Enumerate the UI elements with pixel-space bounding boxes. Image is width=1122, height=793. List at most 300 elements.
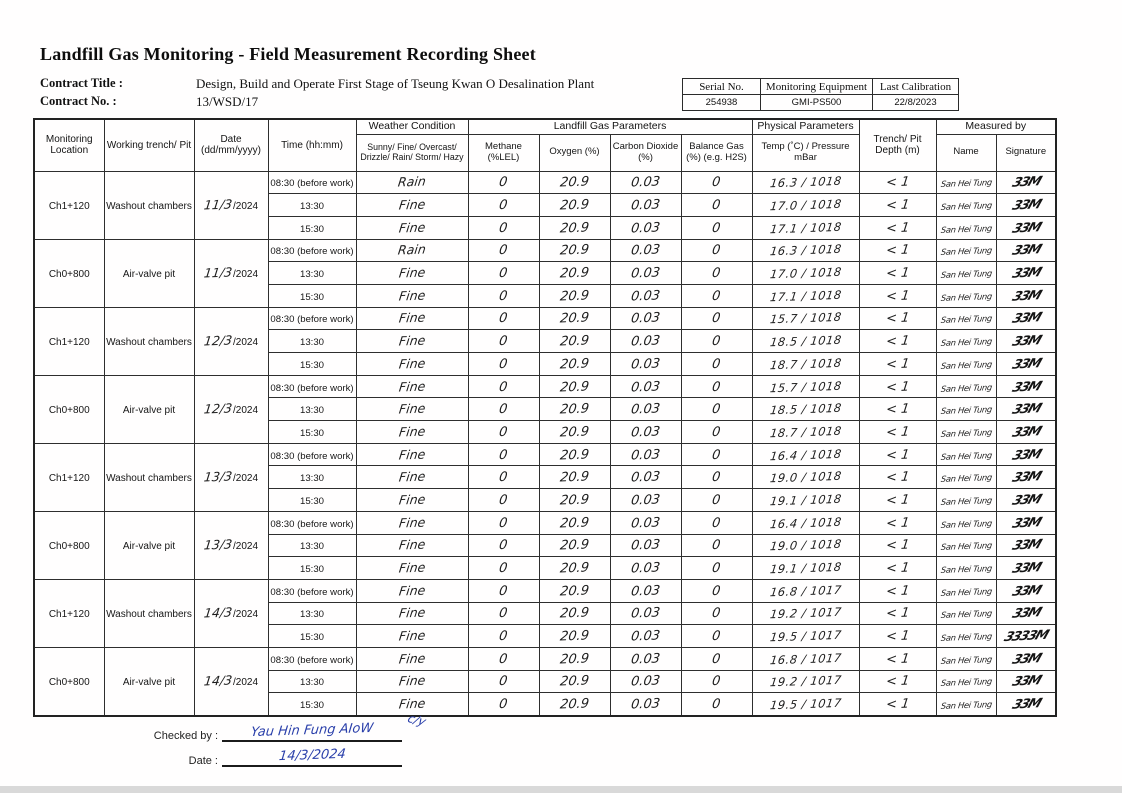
cell-date-year-text: /2024 — [233, 473, 259, 485]
cell-time-text: 13:30 — [299, 609, 324, 621]
cell-signature — [996, 534, 1056, 557]
cell-depth — [859, 489, 936, 512]
contract-title-row — [40, 76, 670, 92]
header-carbon-dioxide: Carbon Dioxide (%) — [610, 134, 681, 171]
cell-signature-text: 33M — [1009, 560, 1042, 577]
cell-time-text: 15:30 — [299, 359, 324, 371]
cell-weather-text: Fine — [398, 650, 427, 667]
cell-date — [194, 375, 268, 443]
cell-signature — [996, 353, 1056, 376]
cell-signature-text: 33M — [1009, 605, 1042, 623]
cell-methane — [468, 625, 539, 648]
cell-working-trench-text: Air-valve pit — [122, 269, 176, 281]
cell-carbon-dioxide — [610, 579, 681, 602]
cell-weather — [356, 421, 468, 444]
cell-methane — [468, 284, 539, 307]
cell-date-text: 11/3 — [203, 196, 234, 213]
equip-header-serial: Serial No. — [683, 79, 761, 95]
cell-time-text: 08:30 (before work) — [270, 382, 354, 394]
cell-balance-gas — [681, 693, 752, 716]
cell-time — [268, 557, 356, 580]
measurement-row — [34, 511, 1056, 534]
cell-monitoring-location — [34, 579, 104, 647]
cell-balance-gas-text: 0 — [711, 470, 722, 486]
cell-time — [268, 602, 356, 625]
cell-signature-text: 3333M — [1001, 628, 1050, 646]
cell-balance-gas — [681, 330, 752, 353]
cell-name — [936, 693, 996, 716]
cell-weather-text: Fine — [398, 536, 427, 553]
cell-working-trench — [104, 307, 194, 375]
cell-time — [268, 284, 356, 307]
cell-time-text: 15:30 — [299, 223, 324, 235]
cell-signature — [996, 557, 1056, 580]
cell-oxygen-text: 20.9 — [559, 356, 590, 373]
cell-methane — [468, 489, 539, 512]
cell-depth-text: < 1 — [884, 424, 911, 441]
cell-weather-text: Fine — [398, 423, 427, 440]
cell-name — [936, 239, 996, 262]
header-name: Name — [936, 134, 996, 171]
cell-methane-text: 0 — [498, 470, 509, 486]
cell-name-text: San Hei Tung — [939, 290, 993, 303]
cell-date — [194, 171, 268, 239]
cell-weather — [356, 375, 468, 398]
cell-depth-text: < 1 — [884, 605, 911, 622]
cell-signature — [996, 421, 1056, 444]
cell-name — [936, 579, 996, 602]
cell-carbon-dioxide — [610, 602, 681, 625]
cell-oxygen-text: 20.9 — [559, 424, 590, 441]
cell-methane-text: 0 — [498, 333, 509, 350]
cell-methane — [468, 375, 539, 398]
cell-oxygen-text: 20.9 — [559, 515, 590, 532]
cell-weather — [356, 194, 468, 217]
cell-weather — [356, 262, 468, 285]
cell-carbon-dioxide-text: 0.03 — [630, 469, 661, 486]
cell-methane — [468, 307, 539, 330]
cell-working-trench-text: Air-valve pit — [122, 541, 176, 553]
cell-date — [194, 647, 268, 715]
cell-date-text: 14/3 — [203, 604, 234, 621]
cell-monitoring-location-text: Ch1+120 — [48, 473, 90, 485]
cell-temp-pressure — [752, 284, 859, 307]
contract-no-value: 13/WSD/17 — [196, 94, 259, 109]
cell-working-trench-text: Air-valve pit — [122, 677, 176, 689]
cell-time — [268, 216, 356, 239]
cell-signature-text: 33M — [1009, 696, 1042, 713]
cell-oxygen — [539, 284, 610, 307]
cell-date-year-text: /2024 — [233, 337, 259, 349]
cell-working-trench-text: Air-valve pit — [122, 405, 176, 417]
cell-weather-text: Fine — [398, 400, 427, 417]
cell-signature — [996, 262, 1056, 285]
cell-temp-pressure-text: 19.2 / 1017 — [768, 605, 843, 622]
cell-methane — [468, 353, 539, 376]
checked-by-label: Checked by : — [153, 730, 218, 742]
cell-methane-text: 0 — [498, 220, 509, 236]
cell-weather — [356, 511, 468, 534]
equip-equipment-value: GMI-PS500 — [761, 95, 873, 111]
cell-name — [936, 489, 996, 512]
checked-date-label: Date : — [188, 755, 218, 767]
cell-balance-gas — [681, 466, 752, 489]
cell-working-trench-text: Washout chambers — [106, 609, 192, 621]
cell-balance-gas — [681, 284, 752, 307]
cell-oxygen — [539, 489, 610, 512]
cell-name — [936, 262, 996, 285]
cell-time-text: 13:30 — [299, 201, 324, 213]
cell-methane-text: 0 — [498, 560, 509, 577]
cell-time-text: 15:30 — [299, 291, 324, 303]
cell-time — [268, 194, 356, 217]
cell-balance-gas-text: 0 — [711, 311, 722, 327]
cell-signature-text: 33M — [1009, 333, 1042, 350]
cell-weather-text: Rain — [397, 173, 427, 190]
cell-carbon-dioxide-text: 0.03 — [630, 242, 661, 259]
cell-time-text: 13:30 — [299, 269, 324, 281]
cell-temp-pressure — [752, 398, 859, 421]
cell-carbon-dioxide — [610, 375, 681, 398]
cell-temp-pressure-text: 18.5 / 1018 — [768, 332, 843, 350]
cell-carbon-dioxide-text: 0.03 — [630, 515, 661, 532]
header-trench-pit-depth: Trench/ Pit Depth (m) — [859, 119, 936, 171]
cell-working-trench-text: Washout chambers — [106, 337, 192, 349]
cell-methane — [468, 647, 539, 670]
cell-weather — [356, 171, 468, 194]
measurement-row — [34, 443, 1056, 466]
cell-temp-pressure-text: 16.3 / 1018 — [768, 174, 843, 191]
cell-weather-text: Fine — [398, 219, 427, 236]
header-weather-types: Sunny/ Fine/ Overcast/ Drizzle/ Rain/ Storm/ Hazy — [356, 134, 468, 171]
cell-carbon-dioxide-text: 0.03 — [630, 628, 661, 645]
cell-oxygen-text: 20.9 — [559, 174, 590, 191]
cell-date — [194, 579, 268, 647]
cell-depth — [859, 398, 936, 421]
cell-temp-pressure-text: 18.7 / 1018 — [768, 423, 843, 441]
cell-signature — [996, 216, 1056, 239]
cell-carbon-dioxide-text: 0.03 — [630, 356, 661, 373]
cell-oxygen-text: 20.9 — [559, 605, 590, 622]
measurement-rows — [34, 171, 1056, 716]
cell-oxygen — [539, 466, 610, 489]
header-measured-by: Measured by — [936, 119, 1056, 134]
cell-oxygen-text: 20.9 — [559, 583, 590, 600]
cell-methane-text: 0 — [498, 492, 509, 509]
cell-carbon-dioxide — [610, 239, 681, 262]
cell-balance-gas — [681, 239, 752, 262]
cell-oxygen-text: 20.9 — [559, 401, 590, 418]
cell-balance-gas-text: 0 — [711, 243, 722, 259]
cell-weather-text: Fine — [398, 468, 427, 485]
cell-name — [936, 534, 996, 557]
cell-balance-gas-text: 0 — [711, 402, 722, 418]
cell-temp-pressure-text: 17.0 / 1018 — [768, 264, 843, 282]
cell-time — [268, 443, 356, 466]
checked-by-row — [100, 711, 520, 742]
cell-balance-gas — [681, 511, 752, 534]
cell-weather-text: Fine — [398, 491, 427, 508]
cell-temp-pressure — [752, 625, 859, 648]
cell-oxygen-text: 20.9 — [559, 560, 590, 577]
cell-carbon-dioxide-text: 0.03 — [630, 288, 661, 305]
cell-time-text: 08:30 (before work) — [270, 450, 354, 462]
cell-depth-text: < 1 — [884, 560, 911, 577]
cell-temp-pressure — [752, 602, 859, 625]
cell-balance-gas-text: 0 — [711, 606, 722, 622]
cell-temp-pressure — [752, 534, 859, 557]
cell-name-text: San Hei Tung — [939, 563, 993, 575]
cell-depth-text: < 1 — [884, 583, 911, 600]
cell-signature — [996, 625, 1056, 648]
cell-signature-text: 33M — [1009, 673, 1042, 691]
header-gas-parameters: Landfill Gas Parameters — [468, 119, 752, 134]
cell-name-text: San Hei Tung — [939, 540, 993, 553]
cell-carbon-dioxide — [610, 216, 681, 239]
cell-methane-text: 0 — [498, 538, 509, 554]
cell-carbon-dioxide-text: 0.03 — [630, 537, 661, 554]
equipment-info-table — [682, 78, 959, 111]
cell-balance-gas — [681, 262, 752, 285]
page-title: Landfill Gas Monitoring - Field Measurement Recording Sheet — [40, 44, 536, 64]
cell-name — [936, 466, 996, 489]
cell-balance-gas — [681, 375, 752, 398]
cell-weather-text: Fine — [398, 514, 427, 531]
cell-balance-gas-text: 0 — [711, 265, 722, 282]
cell-oxygen — [539, 421, 610, 444]
cell-signature-text: 33M — [1009, 288, 1042, 305]
cell-weather — [356, 579, 468, 602]
cell-oxygen — [539, 398, 610, 421]
cell-name — [936, 353, 996, 376]
cell-oxygen-text: 20.9 — [559, 378, 590, 396]
cell-balance-gas — [681, 171, 752, 194]
cell-time — [268, 579, 356, 602]
cell-name-text: San Hei Tung — [939, 676, 993, 689]
cell-signature-text: 33M — [1009, 583, 1042, 600]
cell-balance-gas — [681, 421, 752, 444]
cell-weather — [356, 216, 468, 239]
cell-temp-pressure — [752, 647, 859, 670]
cell-date-year-text: /2024 — [233, 269, 259, 281]
cell-signature — [996, 511, 1056, 534]
cell-time-text: 08:30 (before work) — [270, 586, 354, 598]
cell-name — [936, 216, 996, 239]
cell-signature-text: 33M — [1009, 651, 1042, 668]
cell-balance-gas — [681, 625, 752, 648]
cell-depth-text: < 1 — [884, 628, 911, 645]
cell-weather-text: Rain — [397, 241, 427, 258]
cell-temp-pressure — [752, 330, 859, 353]
cell-balance-gas — [681, 670, 752, 693]
cell-oxygen — [539, 557, 610, 580]
cell-temp-pressure-text: 19.5 / 1017 — [768, 695, 843, 713]
cell-balance-gas-text: 0 — [711, 333, 722, 350]
cell-balance-gas — [681, 194, 752, 217]
cell-date — [194, 239, 268, 307]
cell-name-text: San Hei Tung — [939, 245, 993, 258]
cell-depth — [859, 534, 936, 557]
checked-date-row — [100, 746, 520, 767]
cell-methane-text: 0 — [498, 651, 509, 667]
contract-title-label: Contract Title : — [40, 76, 123, 90]
cell-oxygen-text: 20.9 — [559, 310, 590, 328]
cell-date-text: 14/3 — [203, 672, 234, 689]
cell-balance-gas — [681, 443, 752, 466]
cell-carbon-dioxide-text: 0.03 — [630, 696, 661, 713]
cell-temp-pressure — [752, 670, 859, 693]
cell-depth — [859, 421, 936, 444]
cell-depth-text: < 1 — [884, 220, 911, 237]
cell-oxygen — [539, 194, 610, 217]
cell-monitoring-location-text: Ch1+120 — [48, 337, 90, 349]
cell-signature — [996, 239, 1056, 262]
cell-time — [268, 262, 356, 285]
cell-methane — [468, 216, 539, 239]
cell-oxygen — [539, 693, 610, 716]
cell-carbon-dioxide — [610, 194, 681, 217]
cell-date-text: 12/3 — [203, 332, 234, 349]
cell-name — [936, 330, 996, 353]
cell-carbon-dioxide — [610, 307, 681, 330]
cell-balance-gas — [681, 489, 752, 512]
cell-temp-pressure — [752, 216, 859, 239]
cell-oxygen — [539, 307, 610, 330]
cell-signature-text: 33M — [1009, 492, 1042, 509]
cell-depth — [859, 194, 936, 217]
cell-methane — [468, 398, 539, 421]
cell-weather — [356, 602, 468, 625]
cell-oxygen — [539, 330, 610, 353]
cell-name-text: San Hei Tung — [939, 585, 993, 598]
cell-signature — [996, 693, 1056, 716]
cell-signature — [996, 284, 1056, 307]
cell-carbon-dioxide-text: 0.03 — [630, 220, 661, 237]
cell-name — [936, 421, 996, 444]
cell-date — [194, 443, 268, 511]
cell-time — [268, 511, 356, 534]
cell-oxygen — [539, 602, 610, 625]
cell-name — [936, 284, 996, 307]
cell-carbon-dioxide — [610, 557, 681, 580]
cell-oxygen-text: 20.9 — [559, 288, 590, 305]
cell-time — [268, 625, 356, 648]
cell-balance-gas-text: 0 — [711, 674, 722, 690]
cell-signature-text: 33M — [1009, 242, 1042, 260]
cell-methane — [468, 466, 539, 489]
cell-temp-pressure-text: 15.7 / 1018 — [768, 378, 843, 395]
cell-oxygen — [539, 647, 610, 670]
cell-oxygen — [539, 511, 610, 534]
cell-balance-gas-text: 0 — [711, 538, 722, 554]
measurement-table — [33, 118, 1057, 717]
header-balance-gas: Balance Gas (%) (e.g. H2S) — [681, 134, 752, 171]
cell-monitoring-location-text: Ch0+800 — [48, 269, 90, 281]
cell-time-text: 13:30 — [299, 337, 324, 349]
cell-name-text: San Hei Tung — [939, 336, 993, 349]
cell-methane-text: 0 — [498, 175, 509, 191]
cell-signature — [996, 307, 1056, 330]
footer-sign-off — [100, 711, 520, 771]
cell-time-text: 08:30 (before work) — [270, 178, 354, 190]
cell-monitoring-location-text: Ch1+120 — [48, 201, 90, 213]
cell-methane — [468, 579, 539, 602]
cell-weather-text: Fine — [398, 287, 427, 304]
cell-date-year-text: /2024 — [233, 609, 259, 621]
equip-header-calibration: Last Calibration — [873, 79, 959, 95]
cell-carbon-dioxide — [610, 262, 681, 285]
cell-time — [268, 171, 356, 194]
cell-oxygen-text: 20.9 — [559, 492, 590, 509]
cell-methane-text: 0 — [498, 243, 509, 259]
cell-carbon-dioxide — [610, 647, 681, 670]
cell-temp-pressure — [752, 353, 859, 376]
cell-temp-pressure-text: 19.5 / 1017 — [768, 627, 843, 645]
cell-methane-text: 0 — [498, 696, 509, 713]
cell-temp-pressure-text: 16.8 / 1017 — [768, 650, 843, 668]
cell-balance-gas-text: 0 — [711, 515, 722, 531]
cell-carbon-dioxide — [610, 284, 681, 307]
cell-methane — [468, 602, 539, 625]
cell-name — [936, 647, 996, 670]
cell-name-text: San Hei Tung — [939, 268, 993, 281]
cell-temp-pressure-text: 15.7 / 1018 — [768, 310, 843, 327]
cell-weather — [356, 307, 468, 330]
cell-temp-pressure-text: 19.2 / 1017 — [768, 673, 843, 690]
cell-signature — [996, 647, 1056, 670]
cell-depth — [859, 511, 936, 534]
measurement-row — [34, 647, 1056, 670]
header-physical-parameters: Physical Parameters — [752, 119, 859, 134]
cell-depth — [859, 171, 936, 194]
cell-carbon-dioxide-text: 0.03 — [630, 583, 661, 600]
checked-by-line — [222, 711, 429, 742]
cell-time-text: 08:30 (before work) — [270, 518, 354, 530]
cell-depth — [859, 602, 936, 625]
cell-oxygen — [539, 443, 610, 466]
cell-weather — [356, 625, 468, 648]
cell-signature-text: 33M — [1009, 424, 1042, 441]
cell-carbon-dioxide-text: 0.03 — [630, 424, 661, 441]
cell-name-text: San Hei Tung — [939, 631, 993, 644]
cell-depth — [859, 307, 936, 330]
cell-balance-gas — [681, 534, 752, 557]
cell-carbon-dioxide — [610, 466, 681, 489]
cell-working-trench — [104, 443, 194, 511]
cell-carbon-dioxide-text: 0.03 — [630, 333, 661, 350]
cell-carbon-dioxide-text: 0.03 — [630, 605, 661, 622]
cell-oxygen-text: 20.9 — [559, 447, 590, 464]
cell-weather-text: Fine — [398, 355, 427, 372]
cell-balance-gas-text: 0 — [711, 696, 722, 713]
cell-weather-text: Fine — [398, 582, 427, 599]
cell-monitoring-location — [34, 171, 104, 239]
cell-depth-text: < 1 — [884, 288, 911, 305]
header-weather-condition: Weather Condition — [356, 119, 468, 134]
checked-by-initial-mark: c/y — [405, 711, 429, 729]
cell-carbon-dioxide — [610, 330, 681, 353]
cell-oxygen-text: 20.9 — [559, 469, 590, 486]
cell-balance-gas-text: 0 — [711, 492, 722, 509]
measurement-row — [34, 171, 1056, 194]
cell-oxygen-text: 20.9 — [559, 242, 590, 259]
cell-name-text: San Hei Tung — [939, 426, 993, 439]
cell-temp-pressure-text: 19.0 / 1018 — [768, 537, 843, 554]
cell-signature — [996, 398, 1056, 421]
cell-time-text: 08:30 (before work) — [270, 246, 354, 258]
cell-name-text: San Hei Tung — [939, 698, 993, 711]
cell-methane — [468, 262, 539, 285]
